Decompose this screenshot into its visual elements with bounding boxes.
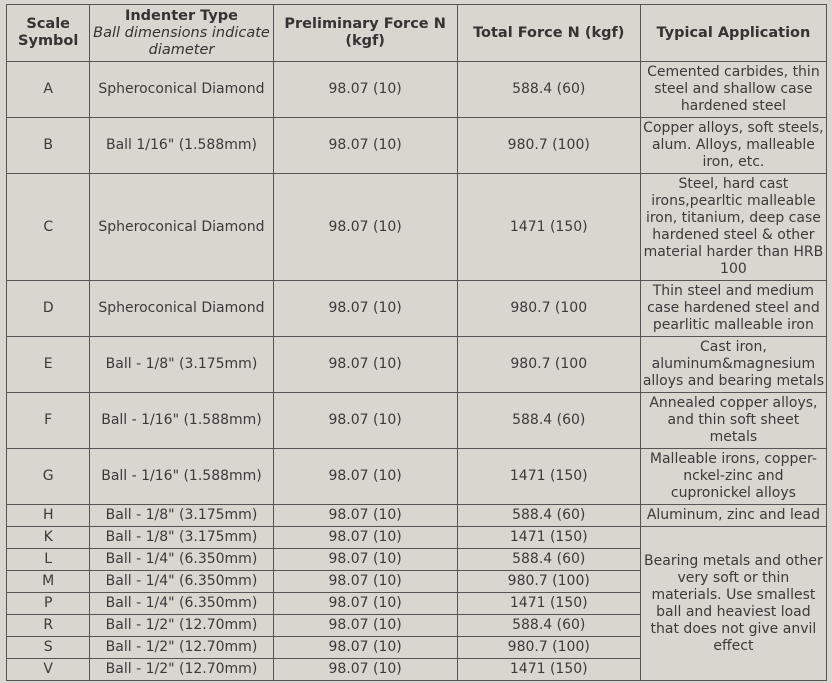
scale-symbol-cell: E: [7, 337, 90, 393]
total-force-cell: 980.7 (100: [457, 281, 640, 337]
indenter-type-cell: Ball - 1/2" (12.70mm): [90, 615, 273, 637]
indenter-type-cell: Ball - 1/16" (1.588mm): [90, 449, 273, 505]
typical-application-cell: Cemented carbides, thin steel and shallow case hardened steel: [640, 62, 826, 118]
table-body: [7, 62, 827, 681]
indenter-type-cell: Ball - 1/4" (6.350mm): [90, 549, 273, 571]
typical-application-cell: Aluminum, zinc and lead: [640, 505, 826, 527]
total-force-cell: 1471 (150): [457, 659, 640, 681]
group-application-cell: Bearing metals and other very soft or thin materials. Use smallest ball and heaviest load that does not give anvil effect: [640, 527, 826, 681]
scale-symbol-cell: D: [7, 281, 90, 337]
typical-application-cell: Malleable irons, copper-nckel-zinc and cupronickel alloys: [640, 449, 826, 505]
table-row: [7, 527, 827, 549]
typical-application-cell: Cast iron, aluminum&magnesium alloys and bearing metals: [640, 337, 826, 393]
preliminary-force-cell: 98.07 (10): [273, 615, 457, 637]
header-scale-symbol: Scale Symbol: [7, 5, 90, 62]
header-preliminary-force: Preliminary Force N (kgf): [273, 5, 457, 62]
total-force-cell: 588.4 (60): [457, 549, 640, 571]
indenter-type-cell: Ball - 1/8" (3.175mm): [90, 505, 273, 527]
table-row: [7, 337, 827, 393]
table-row: [7, 62, 827, 118]
typical-application-cell: Thin steel and medium case hardened steel and pearlitic malleable iron: [640, 281, 826, 337]
header-indenter-type: [90, 5, 273, 62]
header-typical-application: Typical Application: [640, 5, 826, 62]
total-force-cell: 588.4 (60): [457, 615, 640, 637]
preliminary-force-cell: 98.07 (10): [273, 527, 457, 549]
indenter-type-cell: Ball - 1/2" (12.70mm): [90, 637, 273, 659]
scale-symbol-cell: B: [7, 118, 90, 174]
total-force-cell: 588.4 (60): [457, 62, 640, 118]
indenter-type-cell: Spheroconical Diamond: [90, 62, 273, 118]
total-force-cell: 1471 (150): [457, 174, 640, 281]
header-total-force: Total Force N (kgf): [457, 5, 640, 62]
preliminary-force-cell: 98.07 (10): [273, 393, 457, 449]
scale-symbol-cell: L: [7, 549, 90, 571]
table-row: [7, 393, 827, 449]
scale-symbol-cell: V: [7, 659, 90, 681]
indenter-type-cell: Ball - 1/16" (1.588mm): [90, 393, 273, 449]
table-row: [7, 281, 827, 337]
total-force-cell: 980.7 (100: [457, 337, 640, 393]
preliminary-force-cell: 98.07 (10): [273, 505, 457, 527]
preliminary-force-cell: 98.07 (10): [273, 593, 457, 615]
indenter-type-cell: Ball - 1/2" (12.70mm): [90, 659, 273, 681]
scale-symbol-cell: H: [7, 505, 90, 527]
scale-symbol-cell: M: [7, 571, 90, 593]
preliminary-force-cell: 98.07 (10): [273, 281, 457, 337]
scale-symbol-cell: P: [7, 593, 90, 615]
scale-symbol-cell: C: [7, 174, 90, 281]
preliminary-force-cell: 98.07 (10): [273, 637, 457, 659]
scale-symbol-cell: F: [7, 393, 90, 449]
scale-symbol-cell: A: [7, 62, 90, 118]
preliminary-force-cell: 98.07 (10): [273, 118, 457, 174]
hardness-scale-table: [6, 4, 827, 681]
total-force-cell: 980.7 (100): [457, 637, 640, 659]
scale-symbol-cell: K: [7, 527, 90, 549]
header-indenter-title: Indenter Type: [124, 7, 239, 24]
preliminary-force-cell: 98.07 (10): [273, 449, 457, 505]
header-indenter-subtitle: Ball dimensions indicate diameter: [93, 24, 270, 58]
indenter-type-cell: Ball - 1/8" (3.175mm): [90, 337, 273, 393]
indenter-type-cell: Ball 1/16" (1.588mm): [90, 118, 273, 174]
table-row: [7, 174, 827, 281]
preliminary-force-cell: 98.07 (10): [273, 337, 457, 393]
total-force-cell: 1471 (150): [457, 527, 640, 549]
preliminary-force-cell: 98.07 (10): [273, 174, 457, 281]
scale-symbol-cell: G: [7, 449, 90, 505]
indenter-type-cell: Ball - 1/4" (6.350mm): [90, 571, 273, 593]
indenter-type-cell: Spheroconical Diamond: [90, 281, 273, 337]
table-row: [7, 118, 827, 174]
preliminary-force-cell: 98.07 (10): [273, 549, 457, 571]
total-force-cell: 980.7 (100): [457, 571, 640, 593]
total-force-cell: 588.4 (60): [457, 505, 640, 527]
indenter-type-cell: Ball - 1/8" (3.175mm): [90, 527, 273, 549]
preliminary-force-cell: 98.07 (10): [273, 62, 457, 118]
preliminary-force-cell: 98.07 (10): [273, 571, 457, 593]
typical-application-cell: Copper alloys, soft steels, alum. Alloys, malleable iron, etc.: [640, 118, 826, 174]
total-force-cell: 1471 (150): [457, 593, 640, 615]
indenter-type-cell: Ball - 1/4" (6.350mm): [90, 593, 273, 615]
total-force-cell: 1471 (150): [457, 449, 640, 505]
total-force-cell: 588.4 (60): [457, 393, 640, 449]
total-force-cell: 980.7 (100): [457, 118, 640, 174]
header-row: [7, 5, 827, 62]
scale-symbol-cell: R: [7, 615, 90, 637]
scale-symbol-cell: S: [7, 637, 90, 659]
typical-application-cell: Annealed copper alloys, and thin soft sheet metals: [640, 393, 826, 449]
indenter-type-cell: Spheroconical Diamond: [90, 174, 273, 281]
table-row: [7, 449, 827, 505]
typical-application-cell: Steel, hard cast irons,pearltic malleable iron, titanium, deep case hardened steel & other material harder than HRB 100: [640, 174, 826, 281]
table-row: [7, 505, 827, 527]
preliminary-force-cell: 98.07 (10): [273, 659, 457, 681]
